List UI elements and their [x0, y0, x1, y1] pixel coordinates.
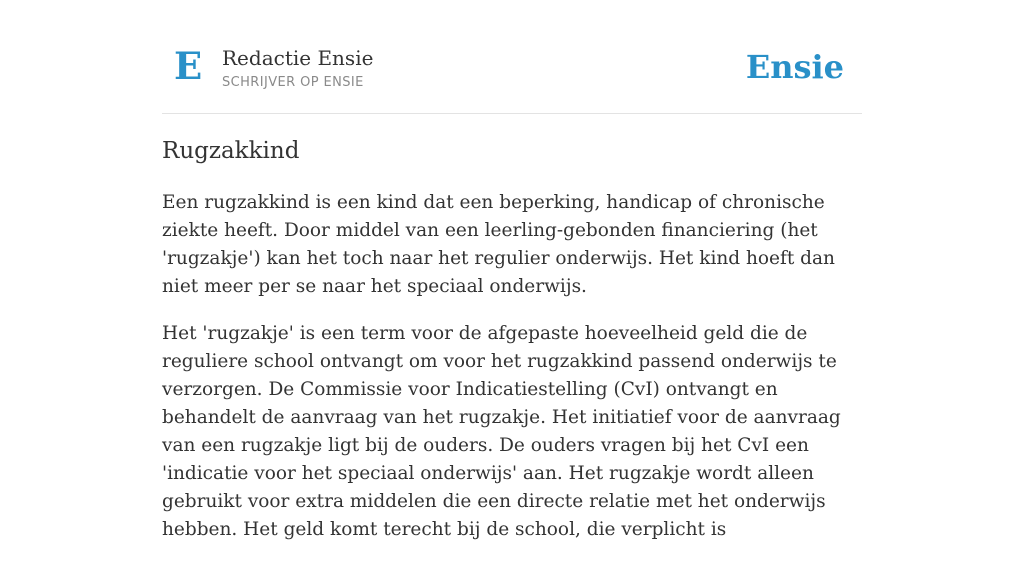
article-paragraph: Het 'rugzakje' is een term voor de afgepaste hoeveelheid geld die de reguliere school ontvangt om voor het rugzakkind passend onderwijs te verzorgen. De Commissie voor Indicatiestelling (CvI) ontvangt en behandelt de aanvraag van het rugzakje. Het initiatief voor de aanvraag van een rugzakje ligt bij de ouders. De ouders vragen bij het CvI een 'indicatie voor het speciaal onderwijs' aan. Het rugzakje wordt alleen gebruikt voor extra middelen die een directe relatie met het onderwijs hebben. Het geld komt terecht bij de school, die verplicht is	[162, 323, 841, 540]
article-title: Rugzakkind	[162, 138, 300, 164]
article-body	[162, 189, 862, 563]
author-role: SCHRIJVER OP ENSIE	[222, 75, 364, 90]
article-paragraph: Een rugzakkind is een kind dat een beperking, handicap of chronische ziekte heeft. Door middel van een leerling-gebonden financiering (het 'rugzakje') kan het toch naar het regulier onderwijs. Het kind hoeft dan niet meer per se naar het speciaal onderwijs.	[162, 192, 835, 297]
article-header	[162, 40, 862, 114]
author-avatar[interactable]: E	[174, 44, 203, 88]
brand-logo[interactable]: Ensie	[745, 48, 844, 86]
author-name[interactable]: Redactie Ensie	[222, 46, 374, 70]
